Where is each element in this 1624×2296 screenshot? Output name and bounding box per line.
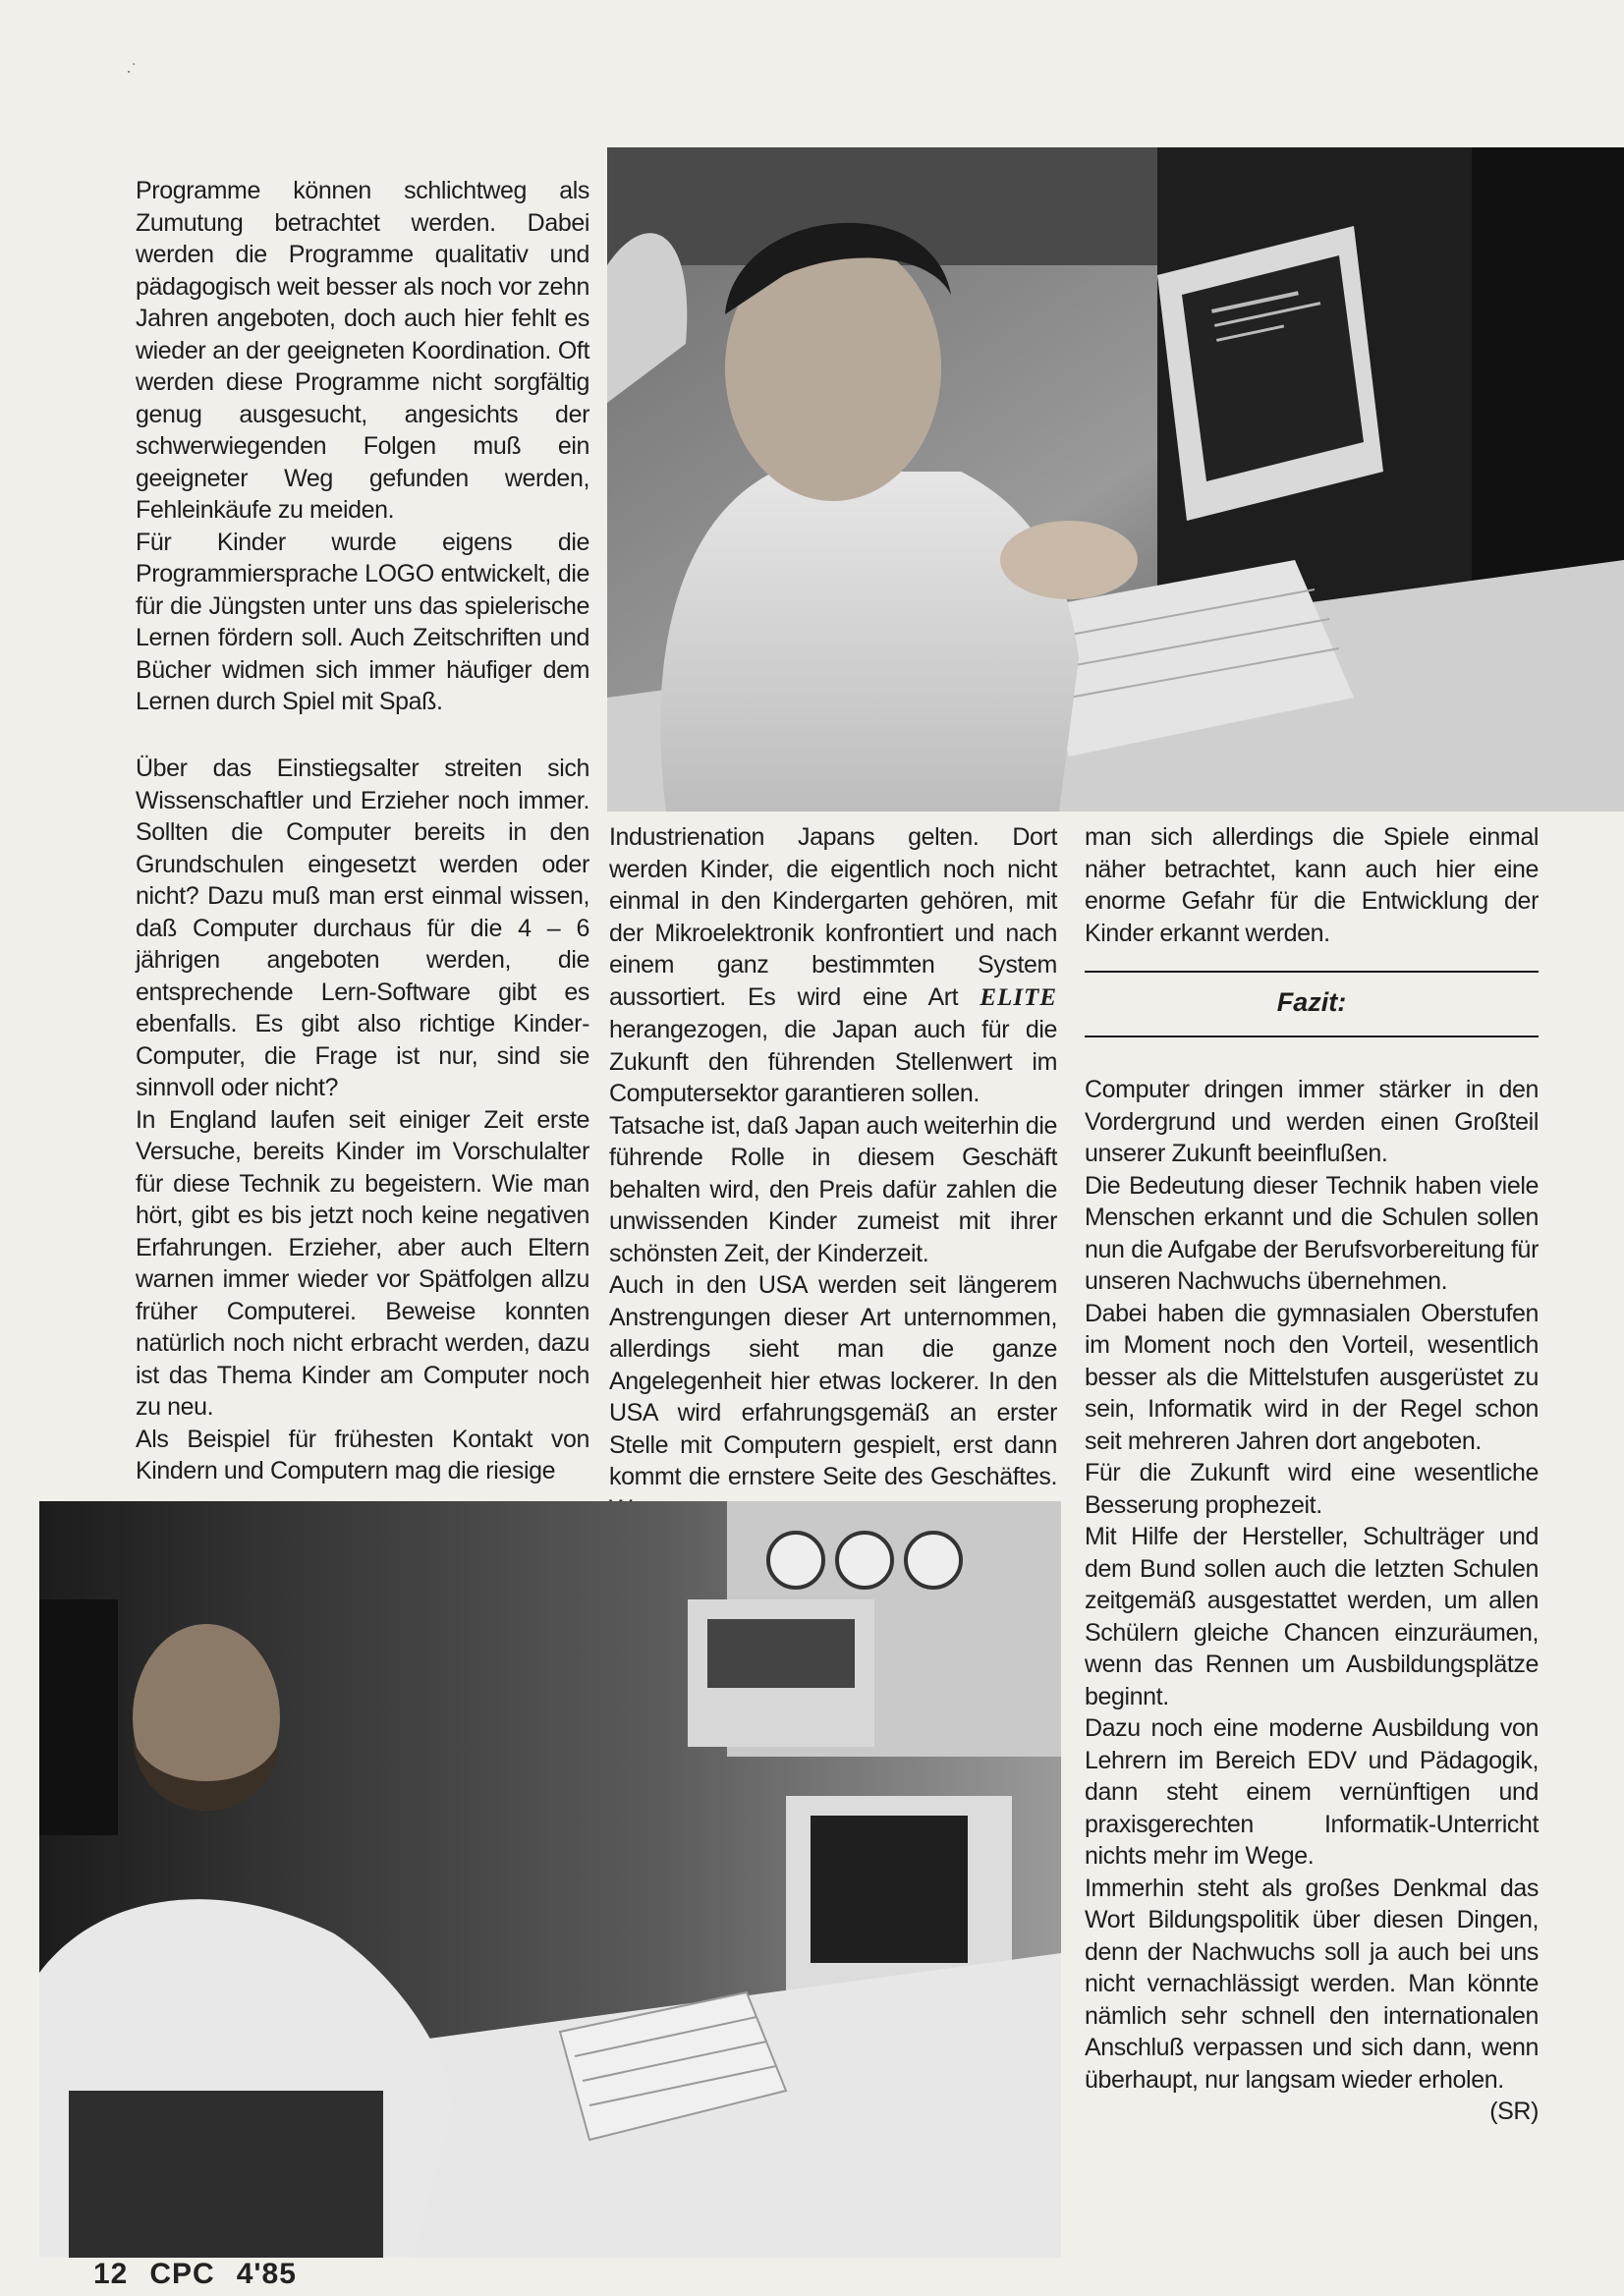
article-column-2 xyxy=(609,821,1057,1525)
article-column-3-upper xyxy=(1085,821,1539,949)
article-column-3-lower xyxy=(1085,1074,1539,2128)
paragraph: Als Beispiel für frühesten Kontakt von Kindern und Computern mag die riesige xyxy=(136,1425,589,1484)
paragraph: Die Bedeutung dieser Technik haben viele Menschen erkannt und die Schulen sollen nun die Aufgabe der Berufsvorbereitung für unseren Nachwuchs übernehmen. xyxy=(1085,1171,1539,1295)
paragraph: Auch in den USA werden seit längerem Anstrengungen dieser Art unternommen, allerdings sieht man die ganze Angelegenheit hier etwas lockerer. In den USA wird erfahrungsgemäß an erster Stelle mit Computern gespielt, erst dann kommt die ernstere Seite des Geschäftes. xyxy=(609,1271,1057,1490)
paragraph-japan xyxy=(609,821,1057,1110)
photo-lab-illustration xyxy=(39,1501,1061,2258)
issue-number: 4'85 xyxy=(236,2258,297,2290)
paragraph: Dazu noch eine moderne Ausbildung von Lehrern im Bereich EDV und Pädagogik, dann steht einem vernünftigen und praxisgerechten Informatik-Unterricht nichts mehr im Wege. xyxy=(1085,1714,1539,1870)
article-column-1-upper xyxy=(136,175,589,718)
text-run: Industrienation Japans gelten. Dort werden Kinder, die eigentlich noch nicht einmal in den Kindergarten gehören, mit der Mikroelektronik konfrontiert und nach einem ganz bestimmten System aussortiert. Es wird eine Art xyxy=(609,823,1057,1011)
author-signature: (SR) xyxy=(1489,2098,1539,2125)
paragraph: Über das Einstiegsalter streiten sich Wissenschaftler und Erzieher noch immer. Sollten die Computer bereits in den Grundschulen eingesetzt werden oder nicht? Dazu muß man erst einmal wissen, daß Computer durchaus für die 4 – 6 jährigen angeboten werden, die entsprechende Lern-Software gibt es ebenfalls. Es gibt also richtige Kinder-Computer, die Frage ist nur, sind sie sinnvoll oder nicht? xyxy=(136,755,589,1101)
paragraph: Für die Zukunft wird eine wesentliche Besserung prophezeit. xyxy=(1085,1459,1539,1519)
elite-emphasis: ELITE xyxy=(980,983,1057,1011)
fazit-heading: Fazit: xyxy=(1276,987,1347,1017)
paragraph: Computer dringen immer stärker in den Vordergrund und werden einen Großteil unserer Zukunft beeinflußen. xyxy=(1085,1076,1539,1167)
page-number: 12 xyxy=(93,2258,129,2290)
print-speck: ·˙ xyxy=(126,61,138,81)
text-run: herangezogen, die Japan auch für die Zukunft den führenden Stellenwert im Computersektor garantieren sollen. xyxy=(609,1016,1057,1107)
divider-bottom xyxy=(1085,1036,1539,1037)
magazine-name: CPC xyxy=(149,2258,215,2290)
paragraph: Mit Hilfe der Hersteller, Schulträger und dem Bund sollen auch die letzten Schulen zeitgemäß ausgestattet werden, um allen Schülern gleiche Chancen einzuräumen, wenn das Rennen um Ausbildungsplätze beginnt. xyxy=(1085,1523,1539,1710)
paragraph: Programme können schlichtweg als Zumutung betrachtet werden. Dabei werden die Programme qualitativ und pädagogisch weit besser als noch vor zehn Jahren angeboten, doch auch hier fehlt es wieder an der geeigneten Koordination. Oft werden diese Programme nicht sorgfältig genug ausgesucht, angesichts der schwerwiegenden Folgen muß ein geeigneter Weg gefunden werden, Fehleinkäufe zu meiden. xyxy=(136,177,589,524)
paragraph: Immerhin steht als großes Denkmal das Wort Bildungspolitik über diesen Dingen, denn der Nachwuchs soll ja auch bei uns nicht vernachlässigt werden. Man könnte nämlich sehr schnell den internationalen Anschluß verpassen und sich dann, wenn überhaupt, nur langsam wieder erholen. xyxy=(1085,1874,1539,2094)
paragraph: man sich allerdings die Spiele einmal näher betrachtet, kann auch hier eine enorme Gefahr für die Entwicklung der Kinder erkannt werden. xyxy=(1085,823,1539,947)
divider-top xyxy=(1085,971,1539,973)
paragraph: Für Kinder wurde eigens die Programmiersprache LOGO entwickelt, die für die Jüngsten unter uns das spielerische Lernen fördern soll. Auch Zeitschriften und Bücher widmen sich immer häufiger dem Lernen durch Spiel mit Spaß. xyxy=(136,528,589,715)
photo-man-in-computer-lab xyxy=(39,1501,1061,2258)
article-column-1-lower xyxy=(136,753,589,1487)
page-footer xyxy=(93,2258,318,2291)
photo-student-at-computer xyxy=(607,147,1624,812)
photo-student-illustration xyxy=(607,147,1624,812)
paragraph: In England laufen seit einiger Zeit erste Versuche, bereits Kinder im Vorschulalter für diese Technik zu begeistern. Wie man hört, gibt es bis jetzt noch keine negativen Erfahrungen. Erzieher, aber auch Eltern warnen immer wieder vor Spätfolgen allzu früher Computerei. Beweise konnten natürlich noch nicht erbracht werden, dazu ist das Thema Kinder am Computer noch zu neu. xyxy=(136,1105,589,1421)
paragraph: Dabei haben die gymnasialen Oberstufen im Moment noch den Vorteil, wesentlich besser als die Mittelstufen ausgerüstet zu sein, Informatik wird in der Regel schon seit mehreren Jahren dort angeboten. xyxy=(1085,1299,1539,1455)
paragraph: Tatsache ist, daß Japan auch weiterhin die führende Rolle in diesem Geschäft behalten wird, den Preis dafür zahlen die unwissenden Kinder zumeist mit ihrer schönsten Zeit, der Kinderzeit. xyxy=(609,1111,1057,1267)
